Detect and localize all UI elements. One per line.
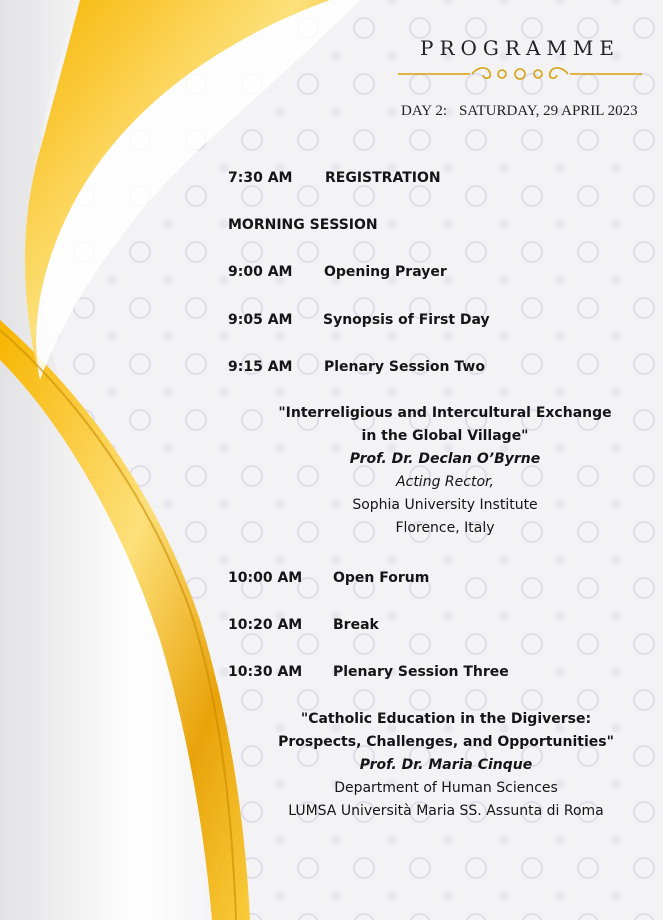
morning-session-heading: MORNING SESSION bbox=[228, 217, 378, 233]
event-label: Plenary Session Two bbox=[324, 359, 485, 375]
talk-three-details bbox=[236, 708, 656, 823]
time-label: 10:30 AM bbox=[228, 664, 303, 680]
speaker-name: Prof. Dr. Maria Cinque bbox=[359, 757, 533, 773]
day-date: SATURDAY, 29 APRIL 2023 bbox=[458, 103, 638, 119]
event-label: Open Forum bbox=[333, 570, 430, 586]
schedule-row-synopsis bbox=[228, 312, 490, 328]
talk-title-line: "Interreligious and Intercultural Exchange bbox=[278, 405, 612, 421]
time-label: 10:20 AM bbox=[228, 617, 303, 633]
event-label: Break bbox=[333, 617, 379, 633]
time-label: 9:00 AM bbox=[228, 264, 293, 280]
schedule-row-registration bbox=[228, 170, 441, 186]
speaker-affiliation: Sophia University Institute bbox=[352, 497, 538, 513]
speaker-affiliation: LUMSA Università Maria SS. Assunta di Roma bbox=[288, 803, 604, 819]
schedule-row-opening-prayer bbox=[228, 264, 447, 280]
event-label: Synopsis of First Day bbox=[323, 312, 490, 328]
time-label: 9:15 AM bbox=[228, 359, 293, 375]
time-label: 9:05 AM bbox=[228, 312, 293, 328]
talk-title-line: Prospects, Challenges, and Opportunities" bbox=[278, 734, 614, 750]
time-label: 7:30 AM bbox=[228, 170, 293, 186]
programme-title: PROGRAMME bbox=[420, 36, 620, 60]
schedule-row-plenary-two bbox=[228, 359, 485, 375]
speaker-department: Department of Human Sciences bbox=[334, 780, 558, 796]
schedule-row-plenary-three bbox=[228, 664, 509, 680]
day-label: DAY 2: bbox=[401, 103, 447, 119]
event-label: Plenary Session Three bbox=[333, 664, 509, 680]
event-label: Opening Prayer bbox=[324, 264, 447, 280]
flourish-ornament-icon bbox=[398, 64, 642, 84]
talk-title-line: "Catholic Education in the Digiverse: bbox=[300, 711, 592, 727]
schedule-row-open-forum bbox=[228, 570, 430, 586]
event-label: REGISTRATION bbox=[325, 170, 441, 186]
speaker-name: Prof. Dr. Declan O’Byrne bbox=[349, 451, 541, 467]
speaker-role: Acting Rector, bbox=[396, 474, 494, 490]
talk-two-details bbox=[235, 402, 655, 540]
time-label: 10:00 AM bbox=[228, 570, 303, 586]
talk-title-line: in the Global Village" bbox=[361, 428, 529, 444]
day-date-line bbox=[401, 103, 638, 120]
speaker-location: Florence, Italy bbox=[395, 520, 495, 536]
schedule-row-break bbox=[228, 617, 379, 633]
